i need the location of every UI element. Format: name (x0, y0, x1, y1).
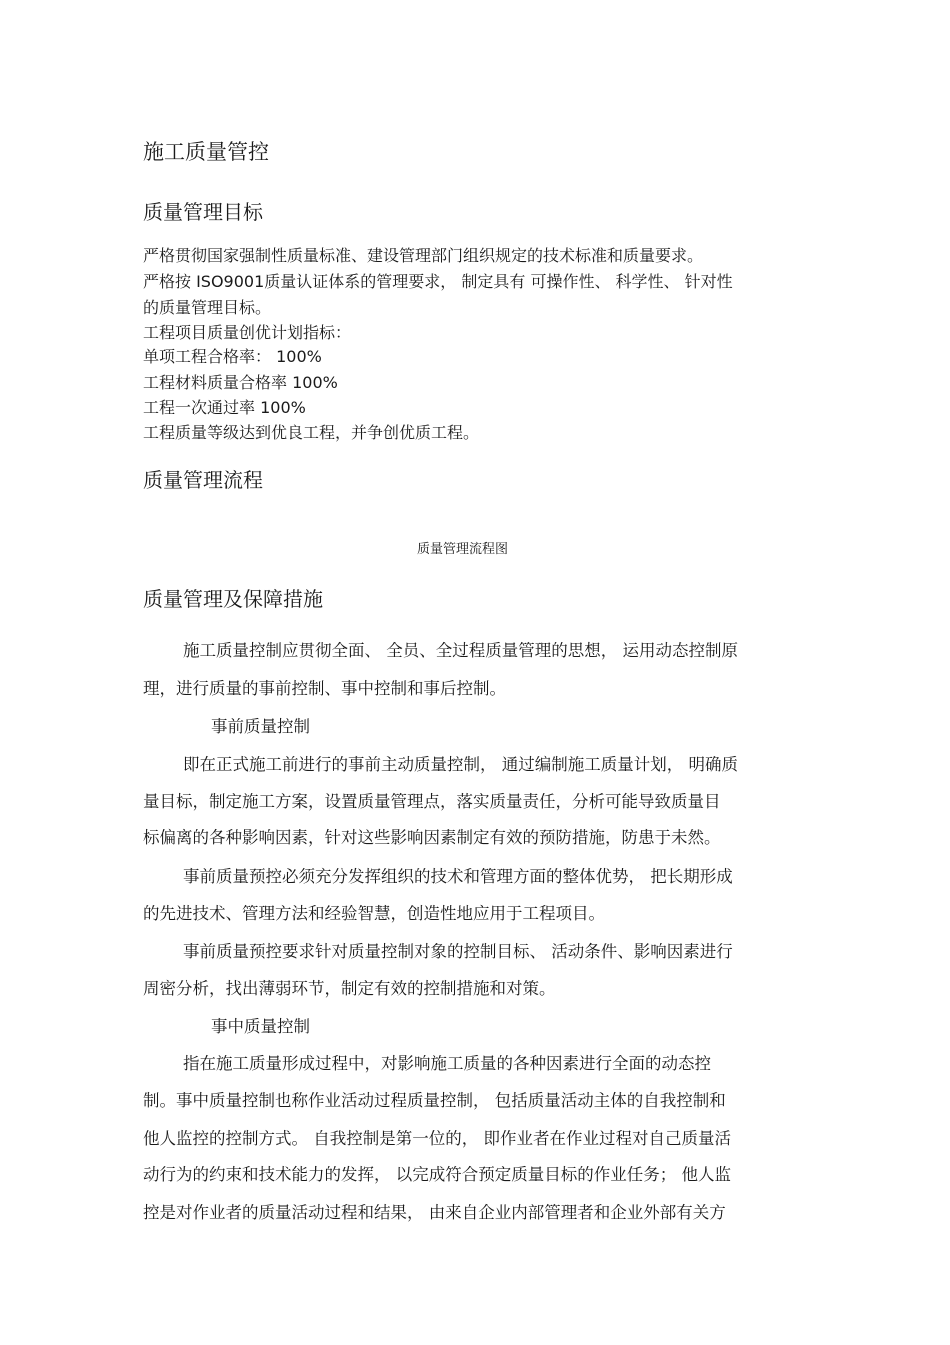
figure-caption: 质量管理流程图 (417, 542, 509, 557)
goals-line: 工程一次通过率 100% (143, 398, 306, 417)
section-heading-measures: 质量管理及保障措施 (143, 587, 323, 611)
subheading-mid-control: 事中质量控制 (211, 1017, 310, 1036)
paragraph-line: 量目标，制定施工方案，设置质量管理点，落实质量责任，分析可能导致质量目 (143, 792, 721, 811)
paragraph-line: 动行为的约束和技术能力的发挥， 以完成符合预定质量目标的作业任务； 他人监 (143, 1165, 731, 1184)
goals-line: 工程质量等级达到优良工程，并争创优质工程。 (143, 423, 480, 442)
goals-line: 工程材料质量合格率 100% (143, 373, 338, 392)
section-heading-flow: 质量管理流程 (143, 468, 263, 492)
paragraph-line: 制。事中质量控制也称作业活动过程质量控制， 包括质量活动主体的自我控制和 (143, 1091, 726, 1110)
section-heading-goals: 质量管理目标 (143, 200, 263, 224)
goals-line: 工程项目质量创优计划指标： (143, 323, 352, 342)
goals-line: 严格贯彻国家强制性质量标准、建设管理部门组织规定的技术标准和质量要求。 (143, 246, 704, 265)
paragraph-line: 事前质量预控必须充分发挥组织的技术和管理方面的整体优势， 把长期形成 (183, 867, 733, 886)
subheading-pre-control: 事前质量控制 (211, 717, 310, 736)
paragraph-line: 周密分析，找出薄弱环节，制定有效的控制措施和对策。 (143, 979, 556, 998)
paragraph-line: 的先进技术、管理方法和经验智慧，创造性地应用于工程项目。 (143, 904, 605, 923)
goals-line: 的质量管理目标。 (143, 298, 272, 317)
document-title: 施工质量管控 (143, 140, 269, 164)
goals-line: 单项工程合格率： 100% (143, 347, 322, 366)
paragraph-line: 指在施工质量形成过程中，对影响施工质量的各种因素进行全面的动态控 (183, 1054, 711, 1073)
paragraph-line: 事前质量预控要求针对质量控制对象的控制目标、 活动条件、影响因素进行 (183, 942, 733, 961)
paragraph-line: 理，进行质量的事前控制、事中控制和事后控制。 (143, 679, 506, 698)
paragraph-line: 即在正式施工前进行的事前主动质量控制， 通过编制施工质量计划， 明确质 (183, 755, 738, 774)
goals-line: 严格按 ISO9001质量认证体系的管理要求， 制定具有 可操作性、 科学性、 针对性 (143, 272, 733, 291)
paragraph-line: 施工质量控制应贯彻全面、 全员、全过程质量管理的思想， 运用动态控制原 (183, 641, 738, 660)
paragraph-line: 控是对作业者的质量活动过程和结果， 由来自企业内部管理者和企业外部有关方 (143, 1203, 726, 1222)
paragraph-line: 他人监控的控制方式。 自我控制是第一位的， 即作业者在作业过程对自己质量活 (143, 1129, 731, 1148)
paragraph-line: 标偏离的各种影响因素，针对这些影响因素制定有效的预防措施，防患于未然。 (143, 828, 721, 847)
